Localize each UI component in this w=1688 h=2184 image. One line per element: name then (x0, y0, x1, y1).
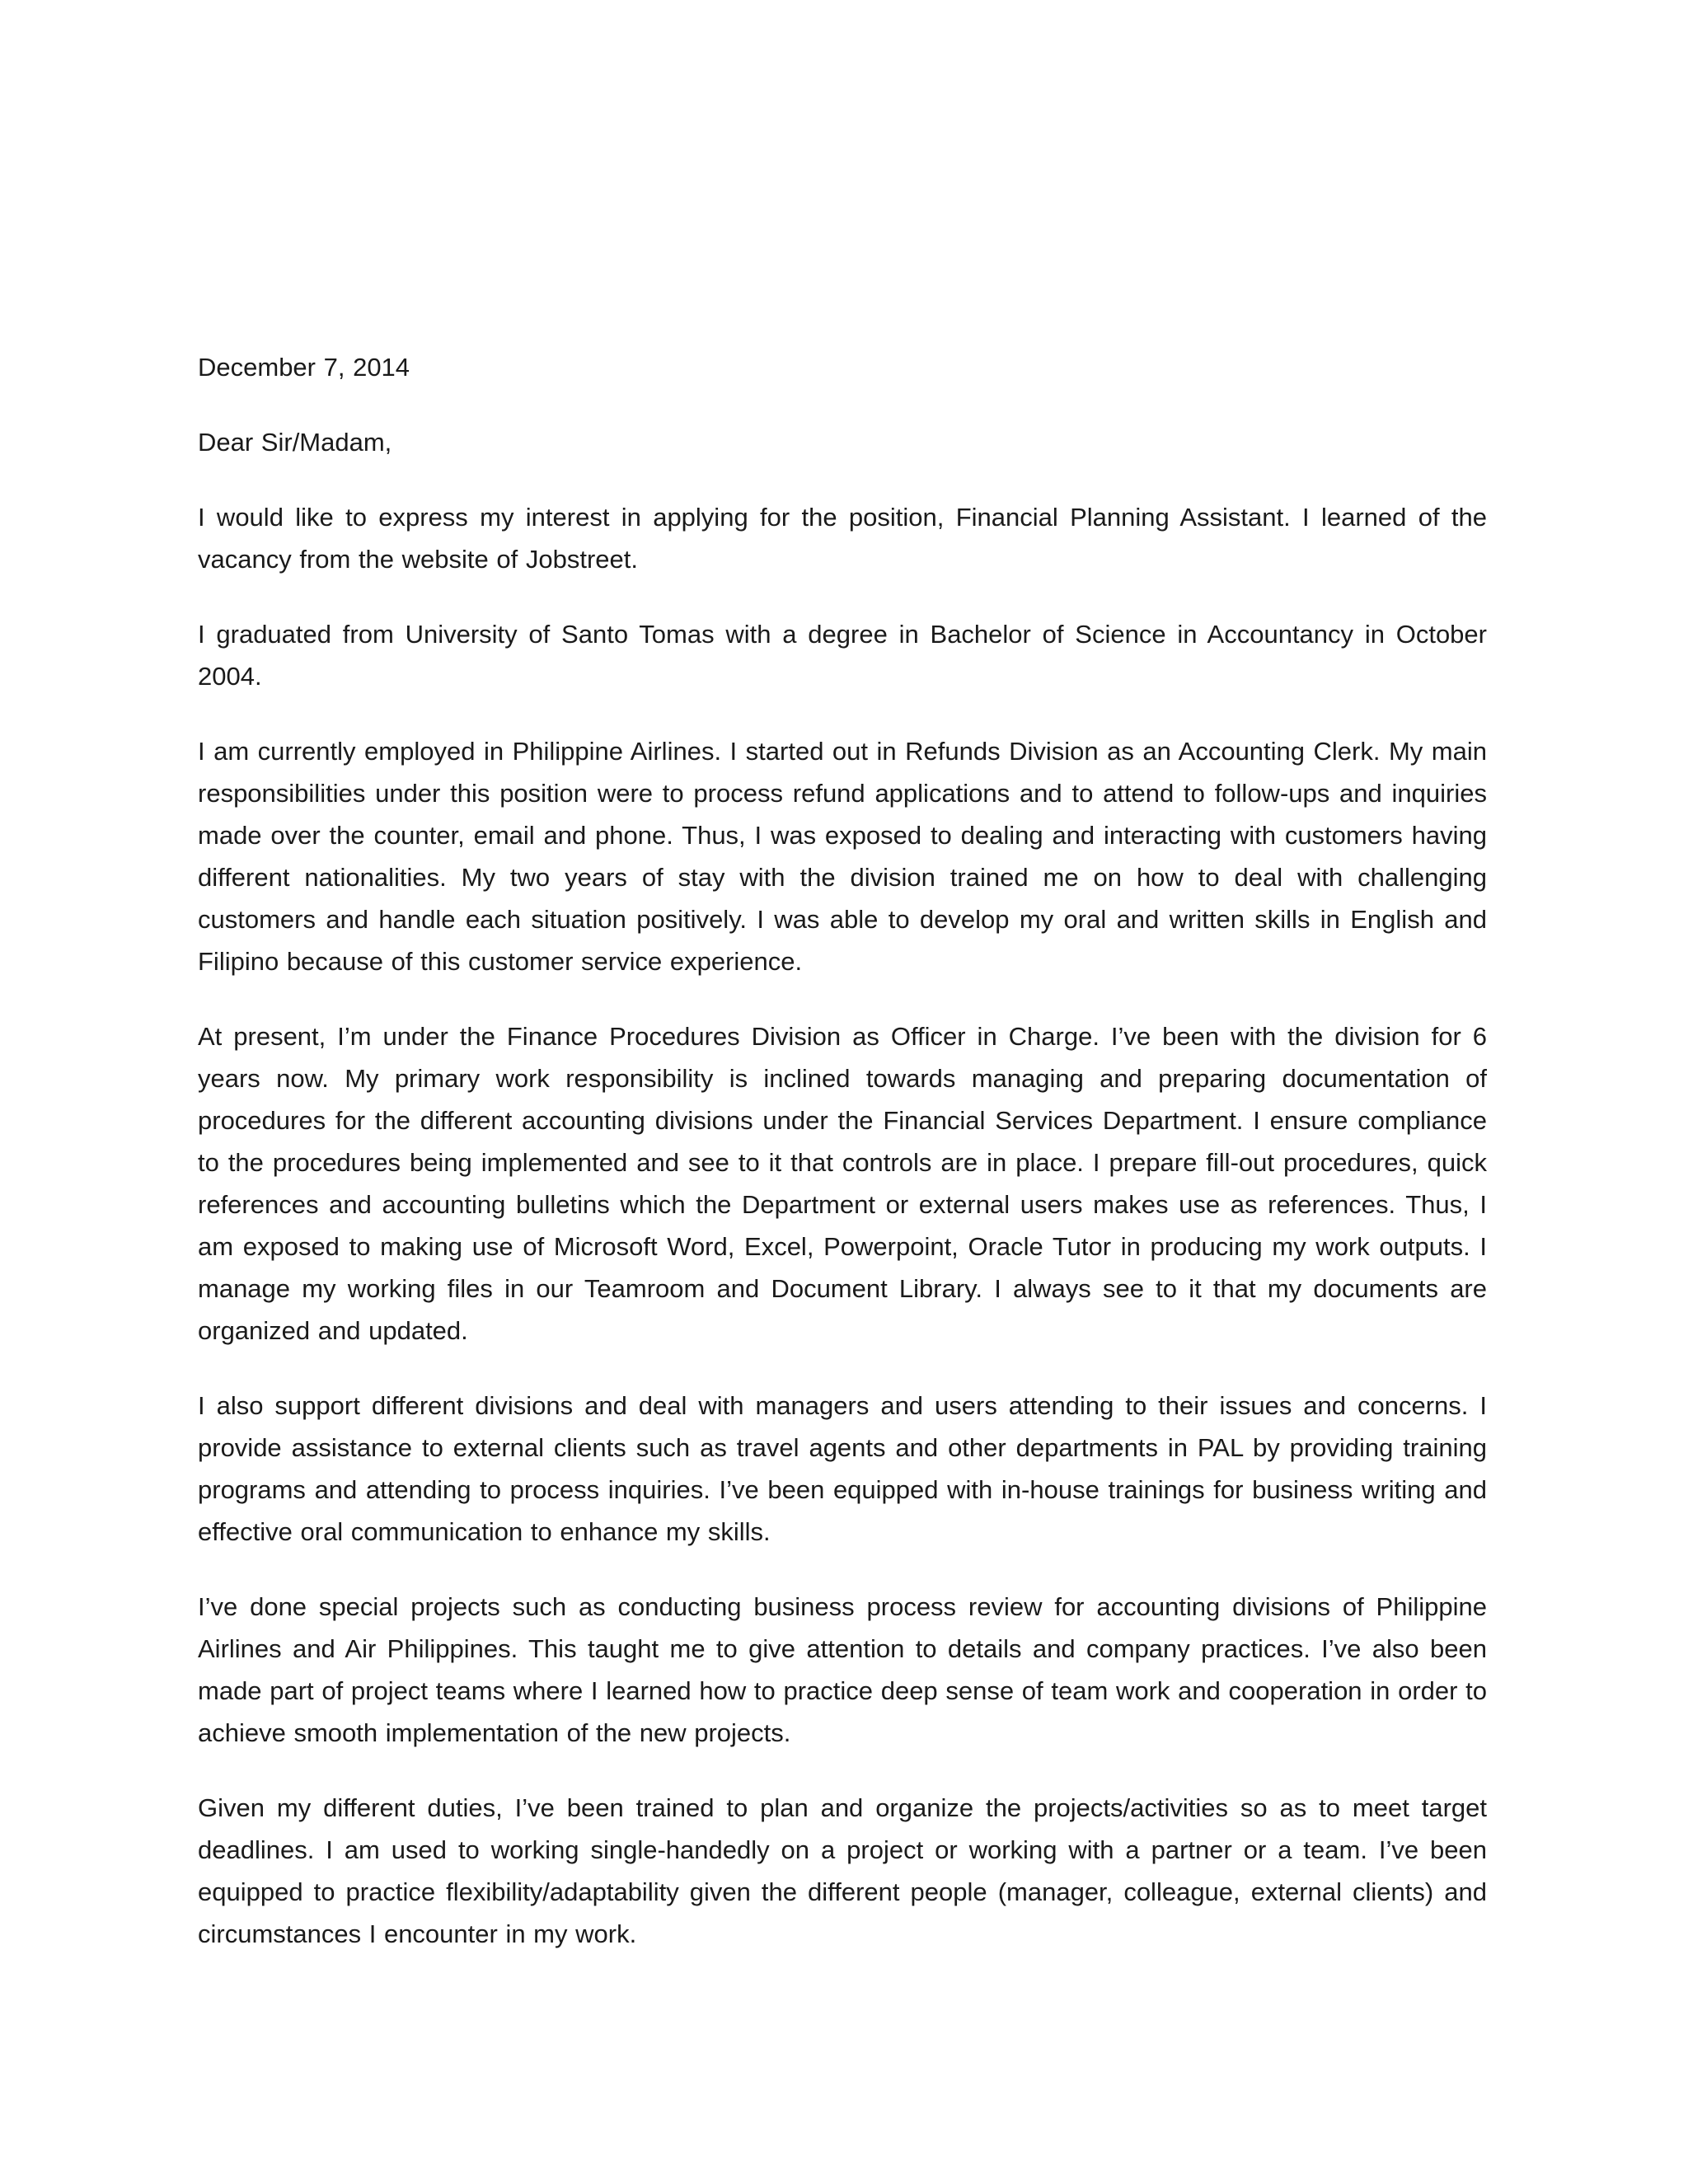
paragraph-education: I graduated from University of Santo Tomas with a degree in Bachelor of Science in Accountancy in October 2004. (198, 620, 1487, 691)
cover-letter (198, 346, 1487, 1955)
paragraph-current-employment: I am currently employed in Philippine Airlines. I started out in Refunds Division as an Accounting Clerk. My main responsibilities under this position were to process refund applications and to attend to follow-ups and inquiries made over the counter, email and phone. Thus, I was exposed to dealing and interacting with customers having different nationalities. My two years of stay with the division trained me on how to deal with challenging customers and handle each situation positively. I was able to develop my oral and written skills in English and Filipino because of this customer service experience. (198, 737, 1487, 976)
paragraph-position-interest: I would like to express my interest in applying for the position, Financial Planning Assistant. I learned of the vacancy from the website of Jobstreet. (198, 503, 1487, 574)
letter-date: December 7, 2014 (198, 353, 410, 382)
letter-salutation: Dear Sir/Madam, (198, 428, 392, 457)
paragraph-duties-planning: Given my different duties, I’ve been trained to plan and organize the projects/activities so as to meet target deadlines. I am used to working single-handedly on a project or working with a partner or a team. I’ve been equipped to practice flexibility/adaptability given the different people (manager, colleague, external clients) and circumstances I encounter in my work. (198, 1793, 1487, 1948)
paragraph-present-role: At present, I’m under the Finance Procedures Division as Officer in Charge. I’ve been with the division for 6 years now. My primary work responsibility is inclined towards managing and preparing documentation of procedures for the different accounting divisions under the Financial Services Department. I ensure compliance to the procedures being implemented and see to it that controls are in place. I prepare fill-out procedures, quick references and accounting bulletins which the Department or external users makes use as references. Thus, I am exposed to making use of Microsoft Word, Excel, Powerpoint, Oracle Tutor in producing my work outputs. I manage my working files in our Teamroom and Document Library. I always see to it that my documents are organized and updated. (198, 1022, 1487, 1345)
paragraph-special-projects: I’ve done special projects such as conducting business process review for accounting divisions of Philippine Airlines and Air Philippines. This taught me to give attention to details and company practices. I’ve also been made part of project teams where I learned how to practice deep sense of team work and cooperation in order to achieve smooth implementation of the new projects. (198, 1592, 1487, 1747)
paragraph-support-divisions: I also support different divisions and deal with managers and users attending to their issues and concerns. I provide assistance to external clients such as travel agents and other departments in PAL by providing training programs and attending to process inquiries. I’ve been equipped with in-house trainings for business writing and effective oral communication to enhance my skills. (198, 1391, 1487, 1546)
